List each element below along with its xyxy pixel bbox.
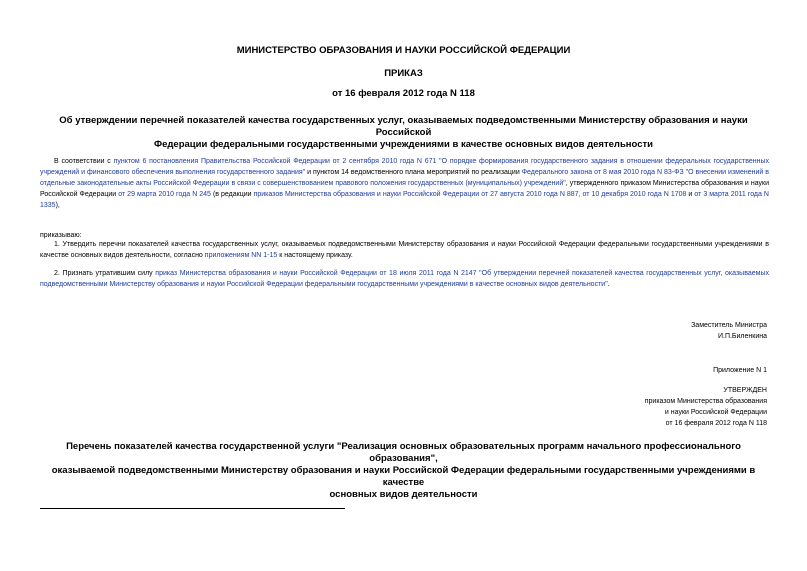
- item-text: 2. Признать утратившим силу: [54, 270, 156, 277]
- approval-block: [645, 385, 767, 429]
- footnote-divider: [40, 508, 345, 509]
- order-title-line: Федерации федеральными государственными учреждениями в качестве основных видов деятельности: [154, 139, 653, 150]
- list-title-line: оказываемой подведомственными Министерству образования и науки Российской Федерации федеральными государственными учреждениями в качестве: [51, 465, 756, 488]
- appendices-1-15-link[interactable]: приложениям NN 1-15: [204, 252, 278, 259]
- preamble-text: и пунктом 14 ведомственного плана мероприятий по реализации: [305, 169, 522, 176]
- item-text: к настоящему приказу.: [277, 252, 353, 259]
- preamble-paragraph: [40, 156, 769, 211]
- preamble-text: (в редакции: [210, 191, 254, 198]
- item-text: 1. Утвердить перечни показателей качества государственных услуг, оказываемых подведомственными Министерству образования и науки Российской Федерации федеральными государственными учреждениями в качестве основных видов деятельности, согласно: [40, 241, 769, 259]
- order-item-1: [40, 239, 769, 261]
- order-date-heading: от 16 февраля 2012 года N 118: [332, 88, 475, 99]
- order-1335-link[interactable]: от 3 марта 2011 года N 1335: [40, 191, 769, 209]
- ministry-heading: МИНИСТЕРСТВО ОБРАЗОВАНИЯ И НАУКИ РОССИЙСКОЙ ФЕДЕРАЦИИ: [236, 45, 571, 56]
- signer-block: [691, 320, 767, 342]
- list-title-line: Перечень показателей качества государственной услуги "Реализация основных образовательных программ начального профессионального образования",: [66, 441, 741, 464]
- approval-line: и науки Российской Федерации: [664, 409, 767, 416]
- list-title-line: основных видов деятельности: [329, 489, 478, 500]
- item-text: .: [607, 281, 610, 288]
- preamble-text: , утвержденного приказом Министерства образования и науки Российской Федерации: [40, 180, 769, 198]
- orders-887-1708-link[interactable]: приказов Министерства образования и науки Российской Федерации от 27 августа 2010 года N 887, от 10 декабря 2010 года N 1708: [253, 191, 687, 198]
- signer-position: Заместитель Министра: [691, 322, 767, 329]
- preamble-text: В соответствии с: [54, 158, 114, 165]
- preamble-text: и: [686, 191, 695, 198]
- order-item-2: [40, 268, 769, 290]
- law-83-fz-link[interactable]: Федерального закона от 8 мая 2010 года N 83-ФЗ "О внесении изменений в отдельные законодательные акты Российской Федерации в связи с совершенствованием правового положения государственных (муниципальных) учреждений": [40, 169, 770, 187]
- order-title-line: Об утверждении перечней показателей качества государственных услуг, оказываемых подведомственными Министерству образования и науки Российской: [59, 115, 748, 138]
- preamble-text: ),: [55, 202, 60, 209]
- approval-line: приказом Министерства образования: [644, 398, 767, 405]
- order-2147-link[interactable]: приказ Министерства образования и науки Российской Федерации от 18 июля 2011 года N 2147 "Об утверждении перечней показателей качества государственных услуг, оказываемых подведомственными Министерству образования и науки Российской Федерации федеральными государственными учреждениями в качестве основных видов деятельности": [40, 270, 769, 288]
- indicator-list-title: [40, 441, 767, 501]
- approval-line: от 16 февраля 2012 года N 118: [665, 420, 767, 427]
- signer-name: И.П.Биленкина: [717, 333, 767, 340]
- orders-word: приказываю:: [40, 232, 82, 239]
- order-title: [40, 115, 767, 151]
- decree-671-link[interactable]: пунктом 6 постановления Правительства Российской Федерации от 2 сентября 2010 года N 671 "О порядке формирования государственного задания в отношении федеральных государственных учреждений и финансового обеспечения выполнения государственного задания": [40, 158, 770, 176]
- appendix-label: Приложение N 1: [713, 367, 767, 374]
- approval-line: УТВЕРЖДЕН: [723, 387, 767, 394]
- order-245-link[interactable]: от 29 марта 2010 года N 245: [118, 191, 211, 198]
- order-type-heading: ПРИКАЗ: [384, 68, 423, 79]
